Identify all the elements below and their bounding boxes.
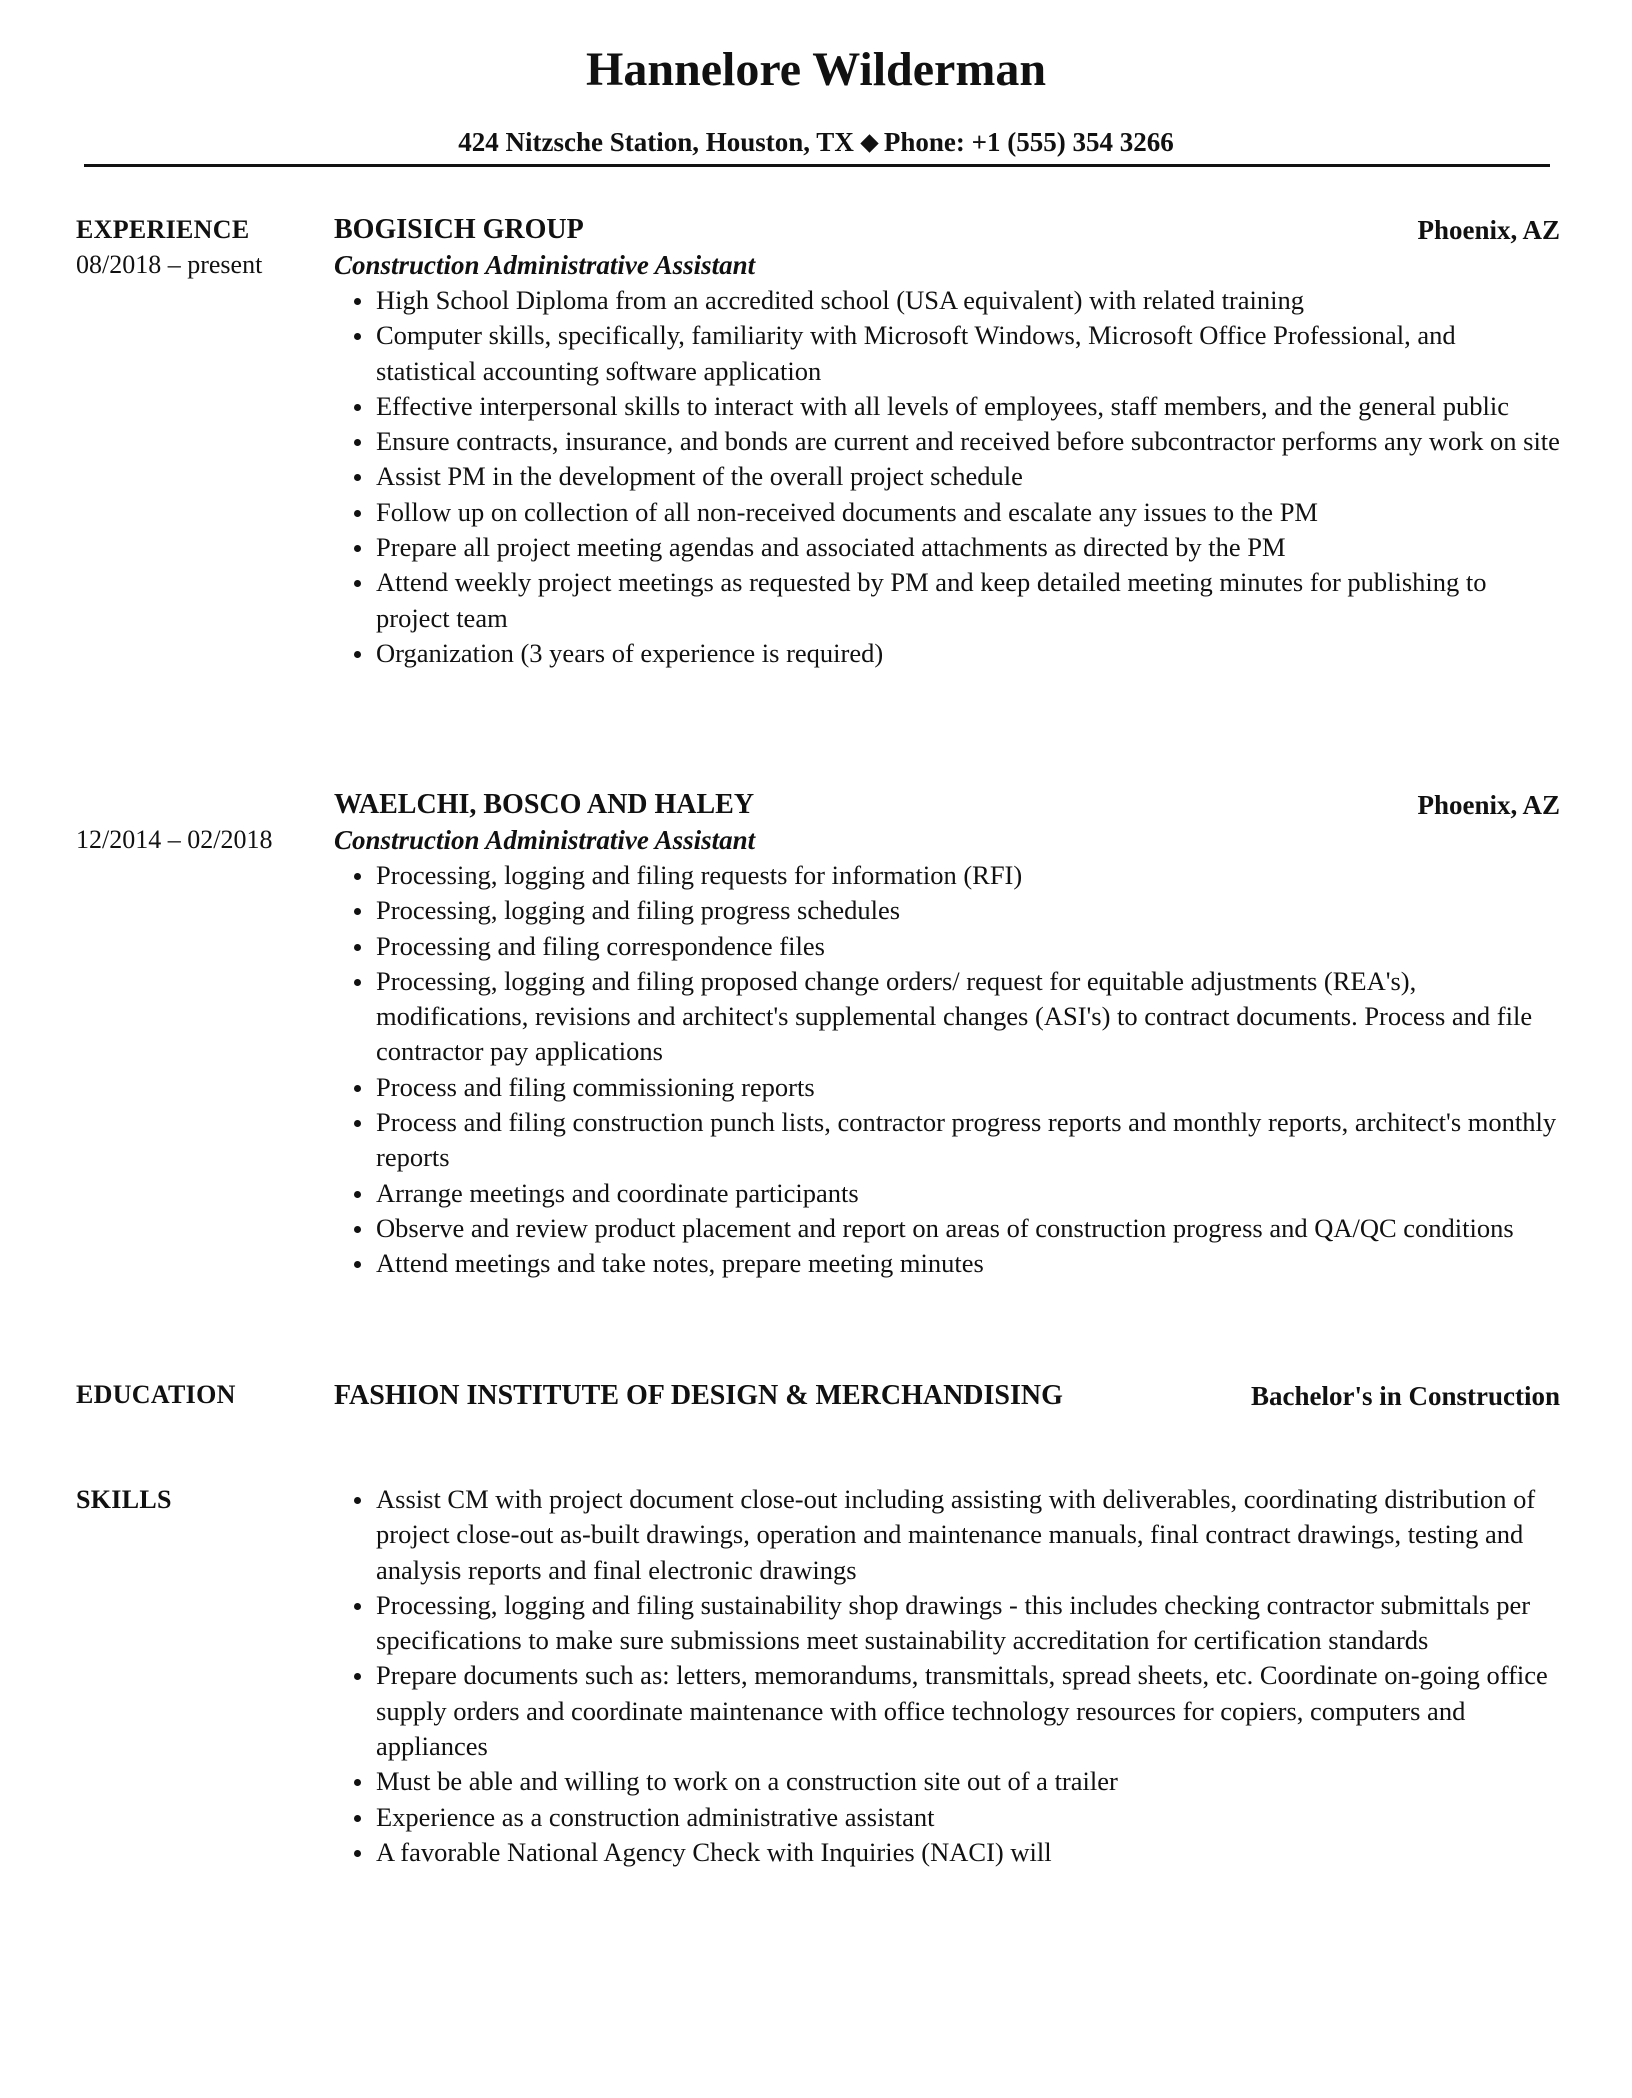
list-item: Processing, logging and filing requests for information (RFI) [376,858,1560,893]
skills-bullets [334,1482,1560,1870]
list-item: Process and filing construction punch lists, contractor progress reports and monthly reports, architect's monthly reports [376,1105,1560,1176]
list-item: Processing, logging and filing progress schedules [376,893,1560,928]
list-item: Attend weekly project meetings as requested by PM and keep detailed meeting minutes for publishing to project team [376,565,1560,636]
list-item: Prepare all project meeting agendas and associated attachments as directed by the PM [376,530,1560,565]
list-item: Ensure contracts, insurance, and bonds are current and received before subcontractor performs any work on site [376,424,1560,459]
list-item: Arrange meetings and coordinate participants [376,1176,1560,1211]
job-2-bullets [334,858,1560,1282]
job-2-location: Phoenix, AZ [1417,790,1560,820]
job-1-company: BOGISICH GROUP [334,214,584,245]
job-2-company: WAELCHI, BOSCO AND HALEY [334,789,755,820]
list-item: Processing, logging and filing proposed change orders/ request for equitable adjustments (REA's), modifications, revisions and architect's supplemental changes (ASI's) to contract documents. Process and file contractor pay applications [376,964,1560,1070]
job-2-title: Construction Administrative Assistant [334,825,756,855]
list-item: Process and filing commissioning reports [376,1070,1560,1105]
list-item: Processing and filing correspondence files [376,929,1560,964]
list-item: Prepare documents such as: letters, memorandums, transmittals, spread sheets, etc. Coordinate on-going office supply orders and coordinate maintenance with office technology resources for copiers, computers and appliances [376,1658,1560,1764]
header-divider [84,164,1550,167]
list-item: Attend meetings and take notes, prepare meeting minutes [376,1246,1560,1281]
diamond-separator-icon [860,134,878,152]
experience-section-label: EXPERIENCE [76,215,250,244]
job-2-dates: 12/2014 – 02/2018 [76,825,273,854]
job-1-title: Construction Administrative Assistant [334,250,756,280]
job-2 [334,787,1560,1282]
list-item: A favorable National Agency Check with Inquiries (NACI) will [376,1835,1560,1870]
list-item: Effective interpersonal skills to interact with all levels of employees, staff members, and the general public [376,389,1560,424]
education-header [334,1378,1560,1414]
education-degree: Bachelor's in Construction [1250,1381,1560,1411]
list-item: Computer skills, specifically, familiarity with Microsoft Windows, Microsoft Office Professional, and statistical accounting software application [376,318,1560,389]
job-1-header [334,212,1560,248]
contact-line [0,124,1632,160]
education-section-label: EDUCATION [76,1380,236,1409]
skills-entry [334,1482,1560,1870]
education-entry [334,1378,1560,1414]
job-2-header [334,787,1560,823]
list-item: Processing, logging and filing sustainability shop drawings - this includes checking contractor submittals per specifications to make sure submissions meet sustainability accreditation for certification standards [376,1588,1560,1659]
phone-text: Phone: +1 (555) 354 3266 [883,127,1174,157]
job-1-bullets [334,283,1560,671]
job-1-location: Phoenix, AZ [1417,215,1560,245]
candidate-name: Hannelore Wilderman [585,43,1047,96]
list-item: Organization (3 years of experience is required) [376,636,1560,671]
list-item: Observe and review product placement and report on areas of construction progress and QA/QC conditions [376,1211,1560,1246]
list-item: Must be able and willing to work on a construction site out of a trailer [376,1764,1560,1799]
address-text: 424 Nitzsche Station, Houston, TX [458,127,854,157]
education-school: FASHION INSTITUTE OF DESIGN & MERCHANDISING [334,1380,1063,1411]
list-item: Assist CM with project document close-out including assisting with deliverables, coordinating distribution of project close-out as-built drawings, operation and maintenance manuals, final contract drawings, testing and analysis reports and final electronic drawings [376,1482,1560,1588]
list-item: Follow up on collection of all non-received documents and escalate any issues to the PM [376,495,1560,530]
list-item: Experience as a construction administrative assistant [376,1800,1560,1835]
skills-section-label: SKILLS [76,1485,172,1514]
job-1-dates: 08/2018 – present [76,250,263,279]
list-item: Assist PM in the development of the overall project schedule [376,459,1560,494]
job-1 [334,212,1560,671]
list-item: High School Diploma from an accredited school (USA equivalent) with related training [376,283,1560,318]
